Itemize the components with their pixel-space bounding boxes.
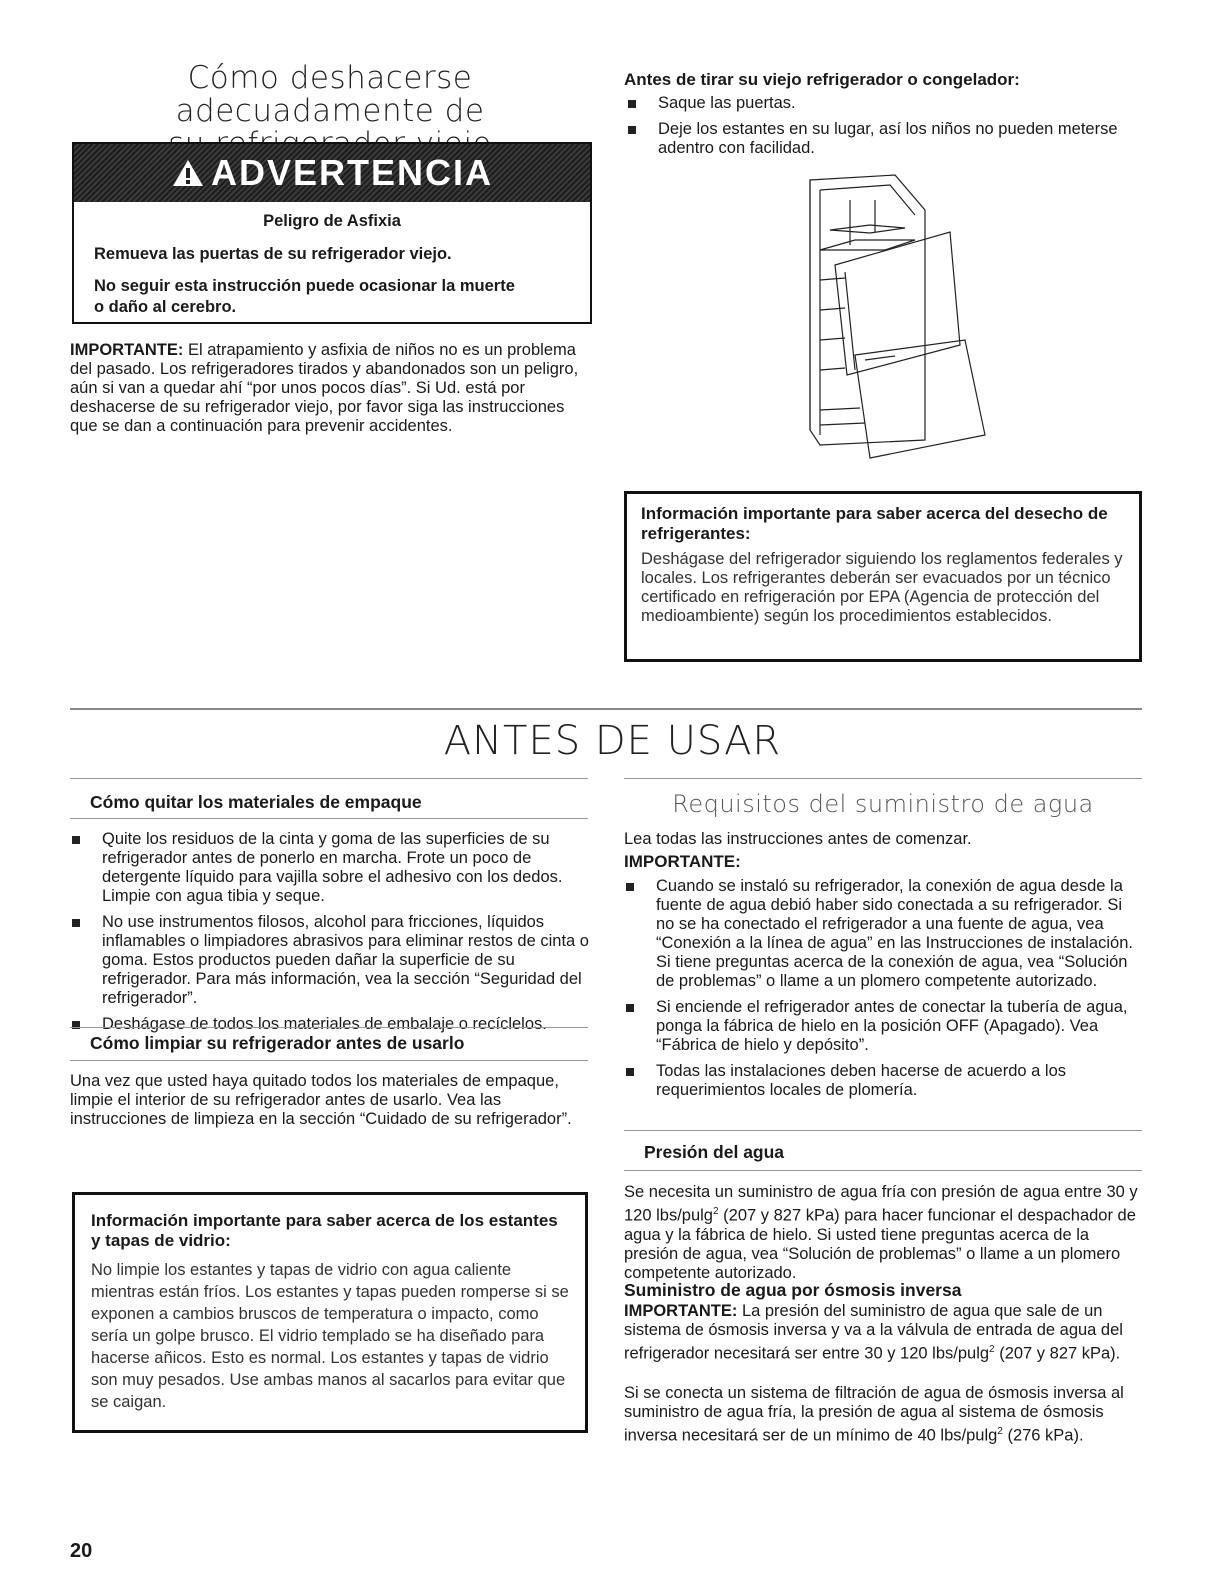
clean-text: Una vez que usted haya quitado todos los materiales de empaque, limpie el interior de su refrigerador antes de usarlo. Vea las instrucciones de limpieza en la sección “Cuidado de su refrigerador”. (70, 1072, 572, 1128)
pressure-heading: Presión del agua (644, 1142, 785, 1162)
bullet-icon (626, 883, 634, 891)
important-text: El atrapamiento y asfixia de niños no es un problema del pasado. Los refrigeradores tirados y abandonados son un peligro, aún si van a quedar ahí “por unos pocos días”. Si Ud. está por deshacerse de su refrigerador viejo, por favor siga las instrucciones que se dan a continuación para prevenir accidentes. (70, 341, 579, 435)
before-heading: Antes de tirar su viejo refrigerador o congelador: (624, 70, 1020, 89)
bullet-icon (626, 1004, 634, 1012)
refrigerant-text: Deshágase del refrigerador siguiendo los reglamentos federales y locales. Los refrigerantes deberán ser evacuados por un técnico certificado en refrigeración por EPA (Agencia de protección del medioambiente) según los procedimientos establecidos. (641, 550, 1123, 625)
list-item: Saque las puertas. (624, 94, 1144, 113)
packing-rule-top (70, 778, 588, 779)
water-intro: Lea todas las instrucciones antes de comenzar. (624, 830, 972, 848)
warning-band (74, 144, 590, 202)
warning-box (72, 142, 592, 324)
page-number: 20 (70, 1540, 93, 1562)
list-item: Deje los estantes en su lugar, así los niños no pueden meterse adentro con facilidad. (624, 120, 1144, 158)
list-item: No use instrumentos filosos, alcohol para fricciones, líquidos inflamables o limpiadores abrasivos para eliminar restos de cinta o goma. Estos productos pueden dañar la superficie de su refrigerador. Para más información, vea la sección “Seguridad del refrigerador”. (68, 913, 593, 1008)
refrigerator-illustration (775, 170, 990, 465)
refrigerant-box (624, 491, 1142, 662)
refrigerant-heading: Información importante para saber acerca del desecho de refrigerantes: (641, 504, 1108, 543)
warning-triangle-icon (171, 158, 205, 188)
warning-label: ADVERTENCIA (210, 152, 493, 193)
antes-title: ANTES DE USAR (443, 718, 782, 764)
packing-heading: Cómo quitar los materiales de empaque (90, 792, 422, 812)
bullet-icon (626, 1068, 634, 1076)
water-list (622, 877, 1144, 1107)
list-item: Deshágase de todos los materiales de embalaje o recíclelos. (68, 1015, 593, 1034)
water-important: IMPORTANTE: (624, 852, 741, 871)
pressure-rule-bottom (624, 1170, 1142, 1171)
before-list (624, 94, 1144, 165)
warning-line2: No seguir esta instrucción puede ocasionar la muerte o daño al cerebro. (94, 277, 515, 316)
packing-rule-bottom (70, 818, 588, 819)
clean-rule-top (70, 1027, 588, 1028)
glass-heading: Información importante para saber acerca de los estantes y tapas de vidrio: (91, 1211, 558, 1250)
bullet-icon (628, 100, 636, 108)
list-item: Cuando se instaló su refrigerador, la conexión de agua desde la fuente de agua debió haber sido conectada a su refrigerador. Si no se ha conectado el refrigerador a una fuente de agua, vea “Conexión a la línea de agua” en las Instrucciones de instalación. Si tiene preguntas acerca de la conexión de agua, vea “Solución de problemas” o llame a un plomero competente autorizado. (622, 877, 1144, 991)
glass-text: No limpie los estantes y tapas de vidrio con agua caliente mientras están fríos. Los estantes y tapas pueden romperse si se exponen a cambios bruscos de temperatura o impacto, como sería un golpe brusco. El vidrio templado se ha diseñado para hacerse añicos. Esto es normal. Los estantes y tapas de vidrio son muy pesados. Use ambas manos al sacarlos para evitar que se caigan. (91, 1261, 569, 1411)
important-label: IMPORTANTE: (70, 341, 184, 359)
clean-heading: Cómo limpiar su refrigerador antes de usarlo (90, 1033, 465, 1053)
disposal-title: Cómo deshacerse adecuadamente de (175, 60, 485, 129)
warning-line1: Remueva las puertas de su refrigerador viejo. (94, 245, 452, 263)
section-divider (70, 708, 1142, 710)
ro-important: IMPORTANTE: La presión del suministro de agua que sale de un sistema de ósmosis inversa y va a la válvula de entrada de agua del refrigerador necesitará ser entre 30 y 120 lbs/pulg$^2$ (207 y 827 kPa). (624, 1302, 1123, 1363)
water-title: Requisitos del suministro de agua (672, 790, 1094, 818)
bullet-icon (72, 919, 80, 927)
bullet-icon (72, 836, 80, 844)
clean-rule-bottom (70, 1060, 588, 1061)
glass-box (72, 1192, 588, 1433)
list-item: Si enciende el refrigerador antes de conectar la tubería de agua, ponga la fábrica de hielo en la posición OFF (Apagado). Vea “Fábrica de hielo y depósito”. (622, 998, 1144, 1055)
list-item: Todas las instalaciones deben hacerse de acuerdo a los requerimientos locales de plomería. (622, 1062, 1144, 1100)
list-item: Quite los residuos de la cinta y goma de las superficies de su refrigerador antes de ponerlo en marcha. Frote un poco de detergente líquido para vajilla sobre el adhesivo con los dedos. Limpie con agua tibia y seque. (68, 830, 593, 906)
pressure-rule-top (624, 1130, 1142, 1131)
pressure-text: Se necesita un suministro de agua fría con presión de agua entre 30 y 120 lbs/pulg$^2$ (207 y 827 kPa) para hacer funcionar el despachador de agua y la fábrica de hielo. Si usted tiene preguntas acerca de la presión de agua, vea “Solución de problemas” o llame a un plomero competente autorizado. (624, 1183, 1138, 1282)
bullet-icon (628, 126, 636, 134)
important-paragraph (70, 341, 595, 436)
warning-hazard: Peligro de Asfixia (263, 212, 401, 230)
ro-heading: Suministro de agua por ósmosis inversa (624, 1280, 962, 1300)
water-rule-top (624, 778, 1142, 779)
ro-text: Si se conecta un sistema de filtración de agua de ósmosis inversa al suministro de agua fría, la presión de agua al sistema de ósmosis inversa necesitará ser de un mínimo de 40 lbs/pulg$^2$ (276 kPa). (624, 1384, 1124, 1445)
packing-list (68, 830, 593, 1041)
